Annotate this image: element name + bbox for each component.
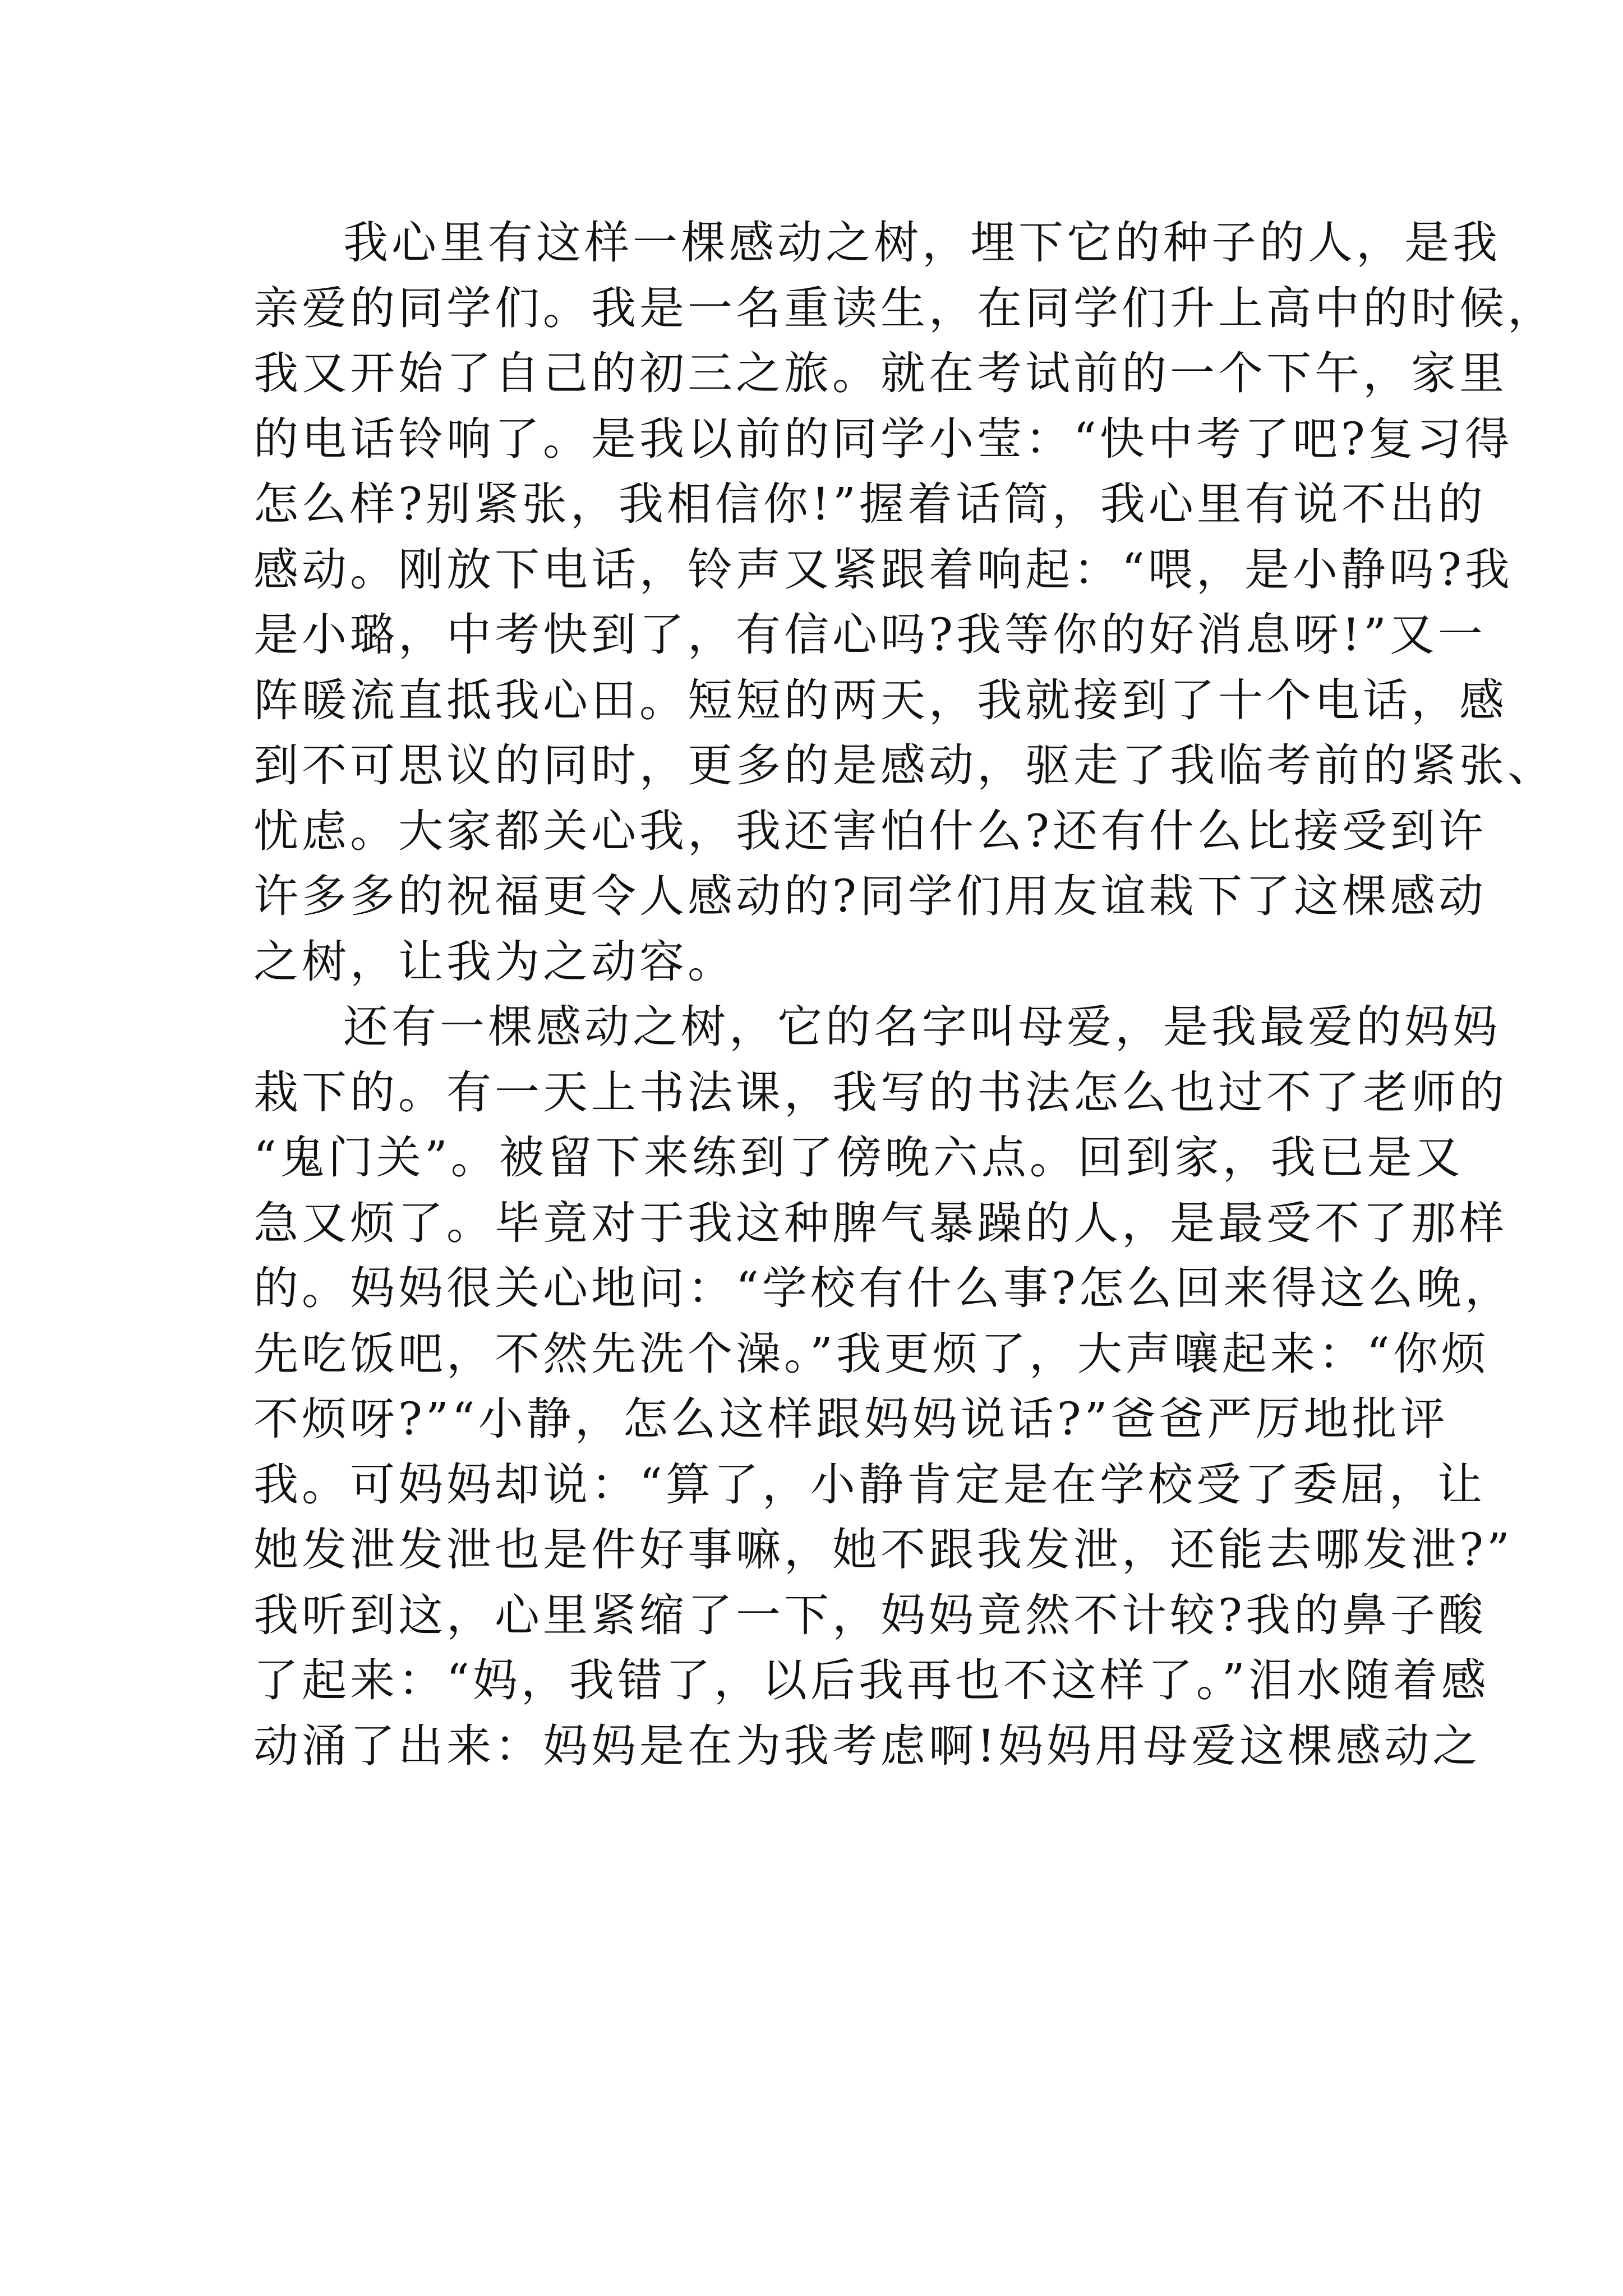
text-line: 我。可妈妈却说：“算了，小静肯定是在学校受了委屈，让 bbox=[253, 1458, 1486, 1511]
document-body bbox=[253, 210, 1556, 1779]
text-line: 的电话铃响了。是我以前的同学小莹：“快中考了吧?复习得 bbox=[253, 412, 1513, 465]
text-line: 我听到这，心里紧缩了一下，妈妈竟然不计较?我的鼻子酸 bbox=[253, 1589, 1487, 1641]
text-line: 之树，让我为之动容。 bbox=[253, 935, 736, 988]
text-line: 动涌了出来：妈妈是在为我考虑啊!妈妈用母爱这棵感动之 bbox=[253, 1719, 1481, 1772]
text-line: 不烦呀?”“小静，怎么这样跟妈妈说话?”爸爸严厉地批评 bbox=[253, 1393, 1449, 1445]
text-line: 栽下的。有一天上书法课，我写的书法怎么也过不了老师的 bbox=[253, 1066, 1507, 1119]
text-line: 的。妈妈很关心地问：“学校有什么事?怎么回来得这么晚， bbox=[253, 1262, 1513, 1314]
text-line: 亲爱的同学们。我是一名重读生，在同学们升上高中的时候， bbox=[253, 282, 1556, 334]
text-line: 了起来：“妈，我错了，以后我再也不这样了。”泪水随着感 bbox=[253, 1654, 1490, 1706]
text-line: 她发泄发泄也是件好事嘛，她不跟我发泄，还能去哪发泄?” bbox=[253, 1524, 1513, 1576]
text-line: 急又烦了。毕竟对于我这种脾气暴躁的人，是最受不了那样 bbox=[253, 1197, 1507, 1249]
text-line: 还有一棵感动之树，它的名字叫母爱，是我最爱的妈妈 bbox=[343, 1001, 1501, 1053]
text-line: 到不可思议的同时，更多的是感动，驱走了我临考前的紧张、 bbox=[253, 739, 1556, 792]
text-line: 感动。刚放下电话，铃声又紧跟着响起：“喂，是小静吗?我 bbox=[253, 543, 1513, 596]
text-line: 先吃饭吧，不然先洗个澡。”我更烦了，大声嚷起来：“你烦 bbox=[253, 1327, 1490, 1380]
text-line: “鬼门关”。被留下来练到了傍晚六点。回到家，我已是又 bbox=[253, 1131, 1464, 1184]
text-line: 是小璐，中考快到了，有信心吗?我等你的好消息呀!”又一 bbox=[253, 609, 1486, 661]
text-line: 我心里有这样一棵感动之树，埋下它的种子的人，是我 bbox=[343, 217, 1501, 269]
text-line: 许多多的祝福更令人感动的?同学们用友谊栽下了这棵感动 bbox=[253, 870, 1487, 922]
paragraph-1 bbox=[253, 210, 1556, 995]
text-line: 忧虑。大家都关心我，我还害怕什么?还有什么比接受到许 bbox=[253, 804, 1487, 857]
text-line: 怎么样?别紧张，我相信你!”握着话筒，我心里有说不出的 bbox=[253, 478, 1486, 530]
text-line: 阵暖流直抵我心田。短短的两天，我就接到了十个电话，感 bbox=[253, 674, 1507, 726]
text-line: 我又开始了自己的初三之旅。就在考试前的一个下午，家里 bbox=[253, 347, 1507, 399]
paragraph-2 bbox=[253, 995, 1513, 1779]
